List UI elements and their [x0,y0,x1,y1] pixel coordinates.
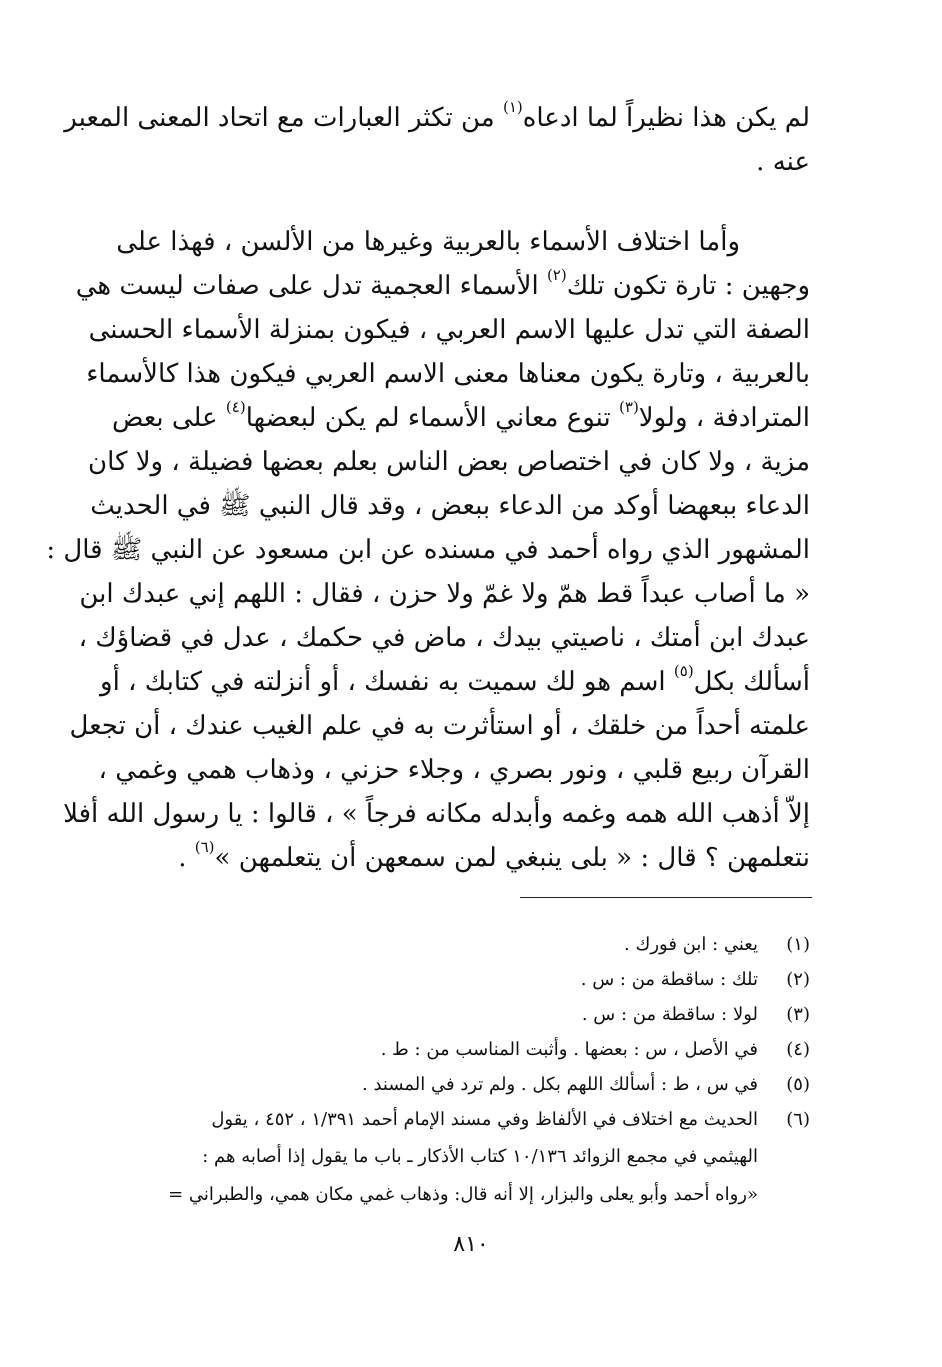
text-segment: تنوع معاني الأسماء لم يكن لبعضها [245,403,620,433]
text-line [130,142,810,182]
text-line [78,618,810,658]
footnote-ref: (٢) [546,266,567,285]
footnote-ref: (١) [502,98,523,117]
text-segment: على بعض [111,403,226,433]
footnote-number: (٥) [786,1074,810,1095]
footnote-text: الحديث مع اختلاف في الألفاظ وفي مسند الإمام أحمد ١/٣٩١ ، ٤٥٢ ، يقول [211,1109,758,1130]
text-segment: عبدك ابن أمتك ، ناصيتي بيدك ، ماض في حكمك ، عدل في قضاؤك ، [78,623,810,653]
text-segment: اسم هو لك سميت به نفسك ، أو أنزلته في كتابك ، أو [100,667,674,697]
text-line [69,706,810,746]
text-line [130,838,810,878]
text-line [88,442,810,482]
footnote-text: تلك : ساقطة من : س . [580,969,758,990]
text-line [100,662,810,702]
text-segment: . [178,843,195,873]
footnote-ref: (٥) [673,662,694,681]
text-line [111,398,810,438]
text-line [79,574,810,614]
text-line [63,794,810,834]
text-segment: من تكثر العبارات مع اتحاد المعنى المعبر [64,103,503,133]
text-segment: إلاّ أذهب الله همه وغمه وأبدله مكانه فرجاً » ، قالوا : يا رسول الله أفلا [63,799,810,829]
text-segment: لم يكن هذا نظيراً لما ادعاه [522,103,810,133]
text-segment: المشهور الذي رواه أحمد في مسنده عن ابن مسعود عن النبي ﷺ قال : [46,535,810,565]
footnote-number: (٣) [786,1004,810,1025]
page-number: ٨١٠ [453,1232,489,1257]
text-segment: وأما اختلاف الأسماء بالعربية وغيرها من الألسن ، فهذا على [116,227,740,257]
text-segment: الدعاء ببعهضا أوكد من الدعاء ببعض ، وقد قال النبي ﷺ في الحديث [90,491,810,521]
footnote-text: في س ، ط : أسألك اللهم بكل . ولم ترد في المسند . [362,1074,758,1095]
text-line [90,486,810,526]
footnote-continuation: الهيثمي في مجمع الزوائد ١٠/١٣٦ كتاب الأذكار ـ باب ما يقول إذا أصابه هم : [202,1146,758,1167]
text-segment: وجهين : تارة تكون تلك [566,271,810,301]
footnote-number: (١) [786,934,810,955]
text-line [98,750,810,790]
text-line [46,530,810,570]
text-segment: علمته أحداً من خلقك ، أو استأثرت به في علم الغيب عندك ، أن تجعل [69,711,810,741]
footnote-separator [520,897,812,898]
text-segment: القرآن ربيع قلبي ، ونور بصري ، وجلاء حزني ، وذهاب همي وغمي ، [98,755,810,785]
text-segment: المترادفة ، ولولا [638,403,810,433]
footnote-text: يعني : ابن فورك . [624,934,758,955]
footnote-continuation: «رواه أحمد وأبو يعلى والبزار، إلا أنه قال: وذهاب غمي مكان همي، والطبراني = [168,1184,758,1205]
text-line [88,310,810,350]
text-line [64,98,810,138]
footnote-ref: (٤) [225,398,246,417]
text-segment: أسألك بكل [693,667,810,697]
footnote-number: (٢) [786,969,810,990]
text-line [86,354,810,394]
footnote-number: (٤) [786,1039,810,1060]
text-segment: مزية ، ولا كان في اختصاص بعض الناس بعلم بعضها فضيلة ، ولا كان [88,447,810,477]
footnote-ref: (٣) [619,398,639,417]
text-line [75,266,810,306]
text-segment: نتعلمهن ؟ قال : « بلى ينبغي لمن سمعهن أن يتعلمهن » [214,843,810,873]
footnote-ref: (٦) [194,838,215,857]
text-segment: الأسماء العجمية تدل على صفات ليست هي [75,271,547,301]
footnote-text: في الأصل ، س : بعضها . وأثبت المناسب من : ط . [380,1039,758,1060]
text-segment: « ما أصاب عبداً قط همّ ولا غمّ ولا حزن ، فقال : اللهم إني عبدك ابن [79,579,810,609]
footnote-text: لولا : ساقطة من : س . [581,1004,758,1025]
text-segment: الصفة التي تدل عليها الاسم العربي ، فيكون بمنزلة الأسماء الحسنى [88,315,810,345]
text-line [116,222,810,262]
text-segment: عنه . [756,147,810,177]
footnote-number: (٦) [786,1109,810,1130]
text-segment: بالعربية ، وتارة يكون معناها معنى الاسم العربي فيكون هذا كالأسماء [86,359,810,389]
